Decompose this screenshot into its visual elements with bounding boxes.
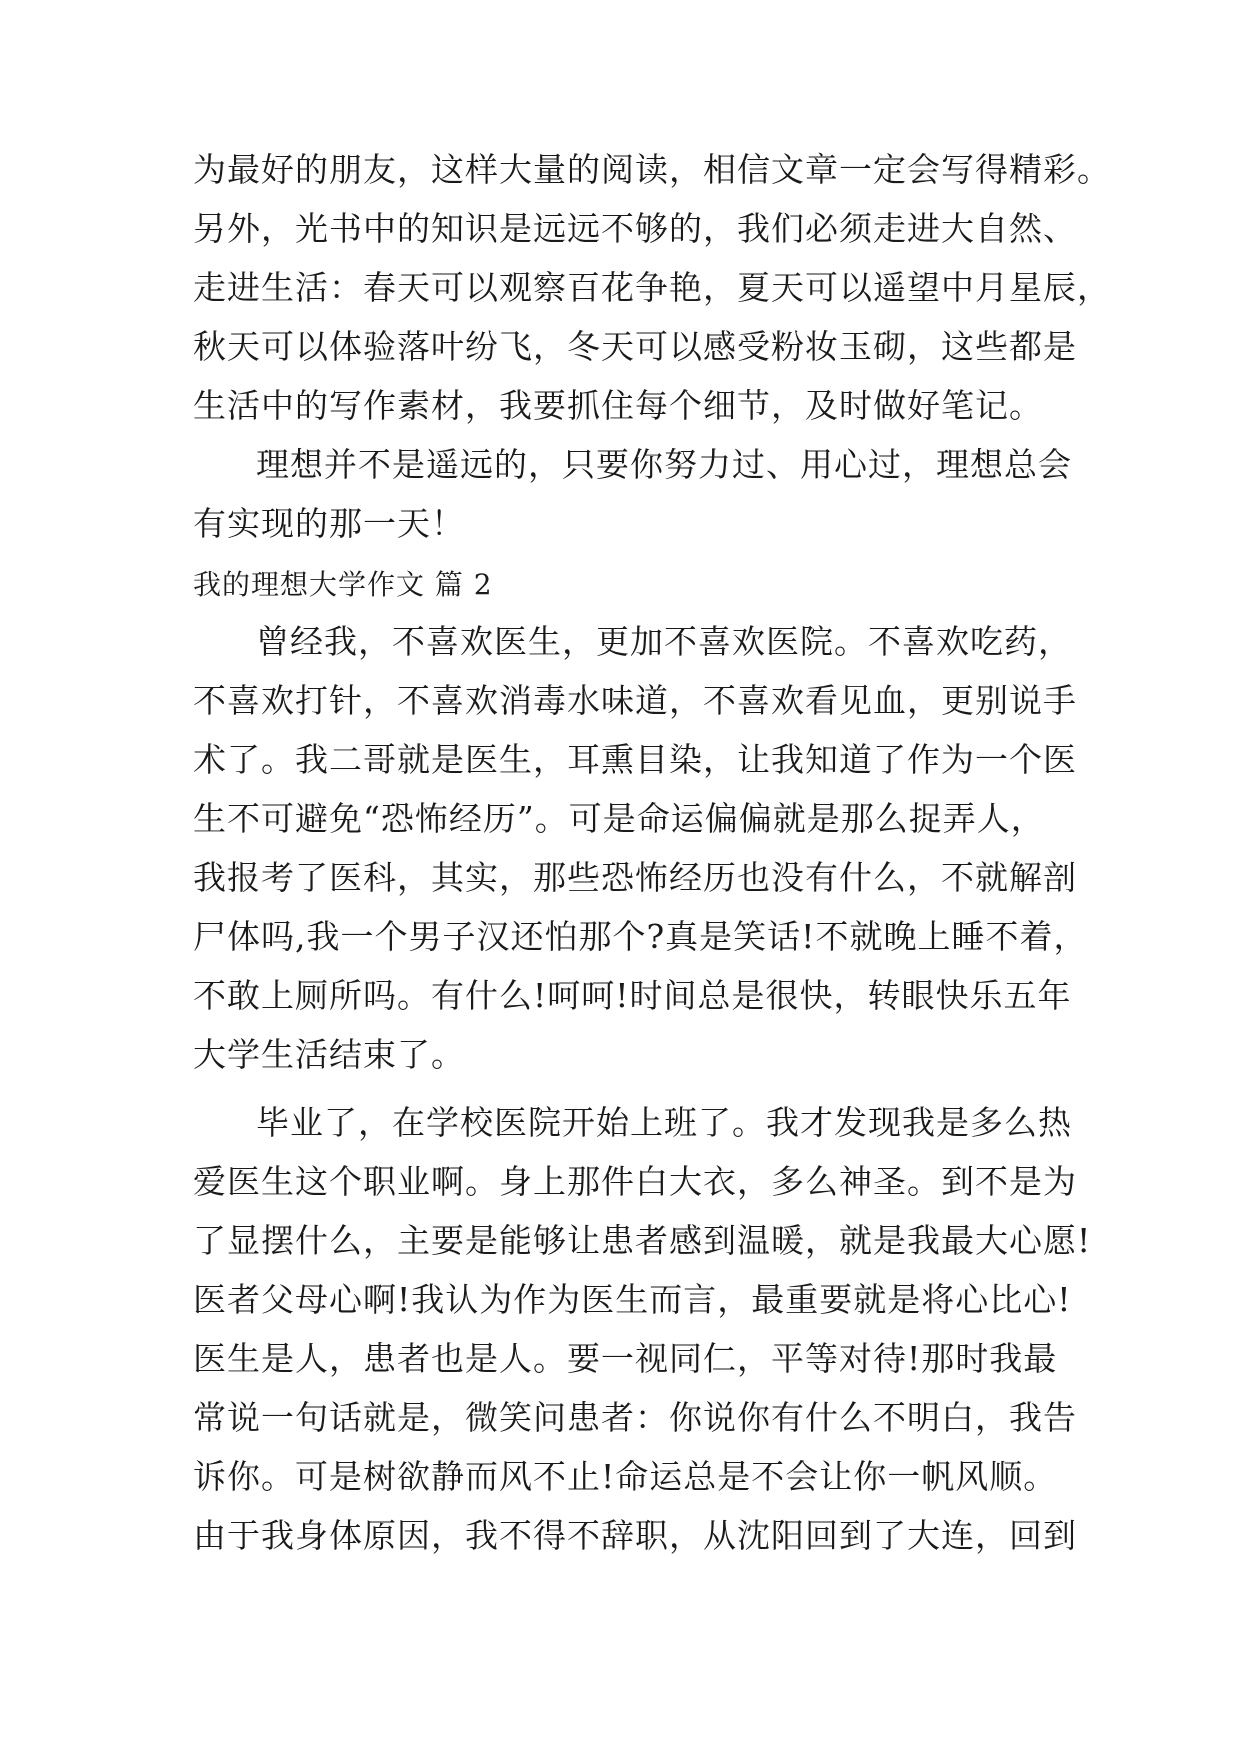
paragraph-line: 大学生活结束了。 — [193, 1035, 465, 1074]
paragraph-line: 爱医生这个职业啊。身上那件白大衣，多么神圣。到不是为 — [193, 1162, 1077, 1201]
paragraph-line: 医者父母心啊!我认为作为医生而言，最重要就是将心比心! — [193, 1280, 1072, 1319]
paragraph-line: 另外，光书中的知识是远远不够的，我们必须走进大自然、 — [193, 209, 1077, 248]
paragraph-line: 医生是人，患者也是人。要一视同仁，平等对待!那时我最 — [193, 1339, 1058, 1378]
paragraph-line: 为最好的朋友，这样大量的阅读，相信文章一定会写得精彩。 — [193, 150, 1111, 189]
paragraph-line: 术了。我二哥就是医生，耳熏目染，让我知道了作为一个医 — [193, 740, 1077, 779]
paragraph-line: 不敢上厕所吗。有什么!呵呵!时间总是很快，转眼快乐五年 — [193, 976, 1072, 1015]
paragraph-line: 由于我身体原因，我不得不辞职，从沈阳回到了大连，回到 — [193, 1516, 1077, 1555]
paragraph-line: 生不可避免“恐怖经历”。可是命运偏偏就是那么捉弄人， — [193, 799, 1045, 838]
paragraph-line: 理想并不是遥远的，只要你努力过、用心过，理想总会 — [256, 445, 1072, 484]
paragraph-line: 诉你。可是树欲静而风不止!命运总是不会让你一帆风顺。 — [193, 1457, 1058, 1496]
paragraph-line: 了显摆什么，主要是能够让患者感到温暖，就是我最大心愿! — [193, 1221, 1092, 1260]
paragraph-line: 尸体吗,我一个男子汉还怕那个?真是笑话!不就晚上睡不着， — [193, 917, 1088, 956]
paragraph-line: 走进生活：春天可以观察百花争艳，夏天可以遥望中月星辰， — [193, 268, 1111, 307]
paragraph-line: 生活中的写作素材，我要抓住每个细节，及时做好笔记。 — [193, 386, 1043, 425]
paragraph-line: 有实现的那一天！ — [193, 504, 465, 543]
paragraph-line: 不喜欢打针，不喜欢消毒水味道，不喜欢看见血，更别说手 — [193, 681, 1077, 720]
paragraph-line: 我报考了医科，其实，那些恐怖经历也没有什么，不就解剖 — [193, 858, 1077, 897]
paragraph-line: 毕业了，在学校医院开始上班了。我才发现我是多么热 — [256, 1103, 1072, 1142]
paragraph-line: 常说一句话就是，微笑问患者：你说你有什么不明白，我告 — [193, 1398, 1077, 1437]
paragraph-line: 曾经我，不喜欢医生，更加不喜欢医院。不喜欢吃药， — [256, 622, 1072, 661]
section-heading: 我的理想大学作文 篇 2 — [193, 568, 493, 601]
paragraph-line: 秋天可以体验落叶纷飞，冬天可以感受粉妆玉砌，这些都是 — [193, 327, 1077, 366]
